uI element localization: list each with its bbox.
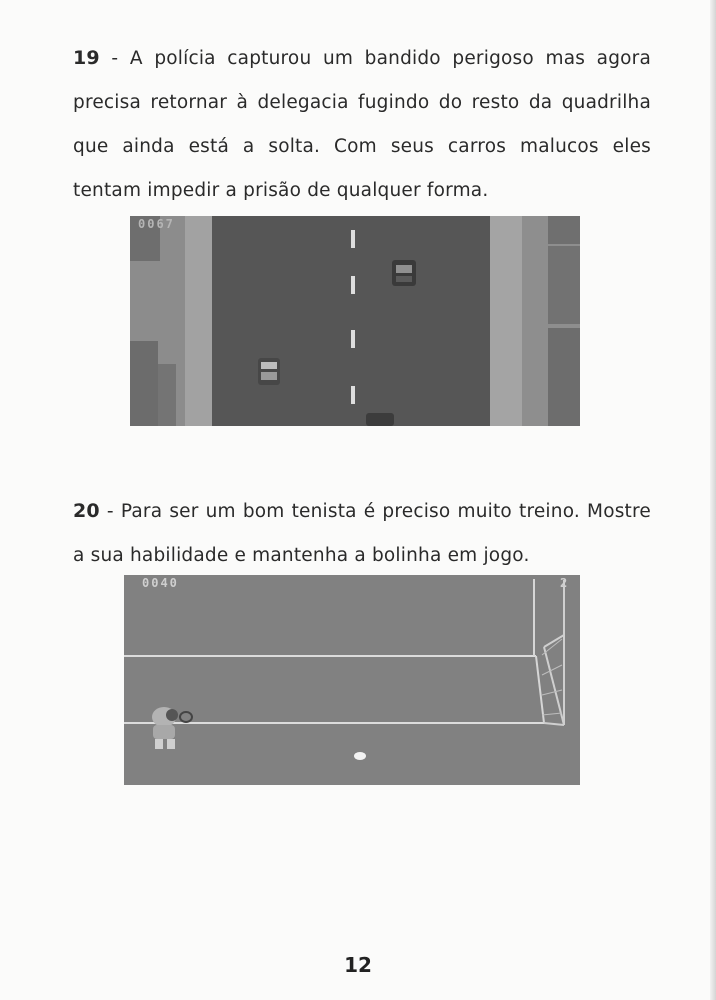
score-display: 0040 [142,576,179,590]
tennis-ball [354,752,366,760]
road-game-screenshot [130,216,580,426]
lane-dash [351,386,355,404]
page-edge-shadow [710,0,716,1000]
item-number: 19 [73,47,100,69]
item-separator: - [99,48,130,69]
tennis-game-screenshot [124,575,580,785]
item-description: Para ser um bom tenista é preciso muito treino. Mostre a sua habilidade e mantenha a bolinha em jogo. [73,501,651,566]
lane-dash [351,276,355,294]
item-20-paragraph [73,489,651,578]
enemy-car [392,260,416,286]
police-car [258,358,280,385]
lane-dash [351,230,355,248]
side-score-display: 2 [560,576,570,590]
road-scene [130,216,580,426]
car-partial [366,413,394,426]
item-number: 20 [73,500,100,522]
item-separator: - [99,501,121,522]
page-number: 12 [344,953,372,977]
item-description: A polícia capturou um bandido perigoso mas agora precisa retornar à delegacia fugindo do resto da quadrilha que ainda está a solta. Com seus carros malucos eles tentam impedir a prisão de qualquer forma. [73,48,651,201]
score-display: 0067 [138,217,175,231]
item-19-paragraph [73,36,651,213]
lane-dash [351,330,355,348]
tennis-scene [124,575,580,785]
